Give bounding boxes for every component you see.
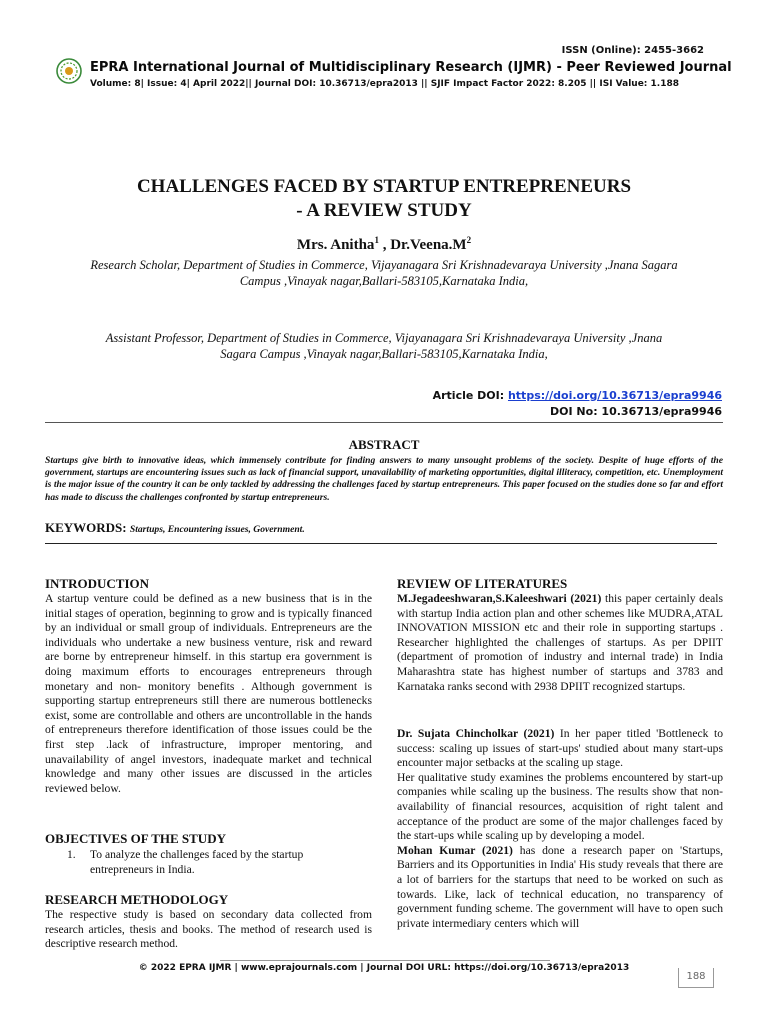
author-2-sup: 2 [466, 235, 472, 245]
keywords-label: KEYWORDS: [45, 520, 130, 535]
author-2: Dr.Veena.M [390, 237, 467, 253]
review-2-text: In her paper titled 'Bottleneck to success: scaling up issues of start-ups' studied about many start-ups encounter major setbacks at the scaling up stage. [397, 727, 724, 770]
review-1-text: this paper certainly deals with startup India action plan and other schemes like MUDRA,ATAL INNOVATION MISSION etc and their role in supporting startups . Researcher highlighted the challenges of startups. As per DPIIT (department of promotion of industry and internal trade) in India Maharashtra state has highest number of startups and 3783 and Karnataka ranks second with 2938 DPIIT recognized startups. [397, 592, 724, 693]
objective-text-line1: To analyze the challenges faced by the startup [90, 848, 304, 861]
footer-text: 2022 EPRA IJMR | www.eprajournals.com | Journal DOI URL: https://doi.org/10.36713/epra2013 [147, 963, 630, 973]
affiliation-1-line1: Research Scholar, Department of Studies in Commerce, Vijayanagara Sri Krishnadevaraya University ,Jnana Sagara [90, 258, 678, 272]
journal-meta: Volume: 8| Issue: 4| April 2022|| Journal DOI: 10.36713/epra2013 || SJIF Impact Factor 2022: 8.205 || ISI Value: 1.188 [90, 79, 680, 89]
affiliation-2-line1: Assistant Professor, Department of Studies in Commerce, Vijayanagara Sri Krishnadevaraya University ,Jnana [105, 331, 663, 345]
review-3-author: Mohan Kumar (2021) [397, 843, 513, 857]
abstract-divider [45, 543, 717, 544]
objective-text-line2: entrepreneurs in India. [90, 862, 195, 876]
introduction-heading: INTRODUCTION [45, 576, 150, 591]
issn-label: ISSN (Online): 2455-3662 [561, 45, 704, 56]
author-separator: , [378, 237, 391, 253]
paper-title-line1: CHALLENGES FACED BY STARTUP ENTREPRENEURS [136, 176, 632, 197]
doi-number: DOI No: 10.36713/epra9946 [550, 405, 722, 418]
header-divider [45, 422, 723, 423]
journal-name: EPRA International Journal of Multidisciplinary Research (IJMR) [90, 60, 552, 75]
journal-seal-icon [56, 58, 82, 84]
introduction-text: A startup venture could be defined as a new business that is in the initial stages of operation, beginning to grow and is typically financed by an individual or small group of individuals. Entrepreneurs are the individuals who undertake a new business venture, risk and reward are borne by entrepreneur himself. in this startup era government is doing maximum efforts to encourages entrepreneurs through monetary and non- monitory benefits . Although government is supporting startup entrepreneurs still there are numerous bottlenecks exist, some are controllable and others are uncontrollable in the hands of entrepreneurs therefore identification of those issues could be the first step .lack of infrastructure, improper mentoring, and unavailability of angel investors, inadequate market and technical knowledge and many other issues are discussed in the articles reviewed below. [45, 592, 372, 795]
affiliation-1 [60, 257, 708, 289]
affiliation-1-line2: Campus ,Vinayak nagar,Ballari-583105,Karnataka India, [239, 274, 529, 288]
affiliation-2-line2: Sagara Campus ,Vinayak nagar,Ballari-583105,Karnataka India, [220, 347, 548, 361]
footer [0, 963, 768, 973]
paper-title-line2: - A REVIEW STUDY [296, 200, 472, 221]
objective-item [90, 848, 370, 877]
article-doi-label: Article DOI: [432, 389, 508, 402]
review-entry-1 [397, 592, 723, 694]
keywords [45, 520, 305, 536]
affiliation-2 [60, 330, 708, 362]
footer-divider [220, 960, 550, 961]
review-2-text2: Her qualitative study examines the problems encountered by start-up companies while scaling up the business. The results show that non- availability of financial resources, acquisition of right talent and acceptance of the product are some of the major challenges faced by the start-ups while scaling up by developing a model. [397, 770, 723, 843]
copyright-icon: © [138, 963, 148, 973]
review-heading: REVIEW OF LITERATURES [397, 576, 568, 591]
review-3-text: has done a research paper on 'Startups, Barriers and its Opportunities in India' His study reveals that there are a lot of barriers for the startups that need to be worked on such as towards. Like, lack of technical education, no transparency of government funding scheme. The government will have to open such private intermediary centers which will [397, 843, 723, 930]
keywords-value: Startups, Encountering issues, Government. [129, 524, 305, 535]
review-2-author: Dr. Sujata Chincholkar (2021) [397, 727, 555, 740]
methodology-text: The respective study is based on secondary data collected from research articles, thesis and books. The method of research used is descriptive research method. [45, 908, 372, 951]
review-entry-2 [397, 727, 723, 931]
abstract-text: Startups give birth to innovative ideas, which immensely contribute for finding answers to many unsought problems of the society. Despite of huge efforts of the government, startups are encountering issues such as lack of financial support, unavailability of marketing opportunities, digital illiteracy, competition, etc. Unemployment is the major issue of the country it can be only tackled by addressing the challenges faced by startup entrepreneurs. This paper focused on the studies done so far and effort has made to discuss the challenges confronted by startup entrepreneurs. [45, 455, 723, 503]
author-1-sup: 1 [374, 235, 379, 245]
methodology-heading: RESEARCH METHODOLOGY [45, 892, 229, 907]
review-1-author: M.Jegadeeshwaran,S.Kaleeshwari (2021) [397, 592, 602, 605]
journal-peer-reviewed: - Peer Reviewed Journal [551, 60, 732, 75]
objectives-heading: OBJECTIVES OF THE STUDY [45, 831, 226, 846]
article-doi [0, 389, 722, 402]
author-line [0, 235, 768, 254]
paper-title [0, 175, 768, 223]
objective-number: 1. [67, 848, 76, 861]
journal-title [90, 60, 732, 75]
page-number: 188 [678, 968, 714, 988]
article-doi-link[interactable]: https://doi.org/10.36713/epra9946 [507, 389, 722, 402]
abstract-heading: ABSTRACT [348, 437, 420, 452]
author-1: Mrs. Anitha [296, 237, 375, 253]
